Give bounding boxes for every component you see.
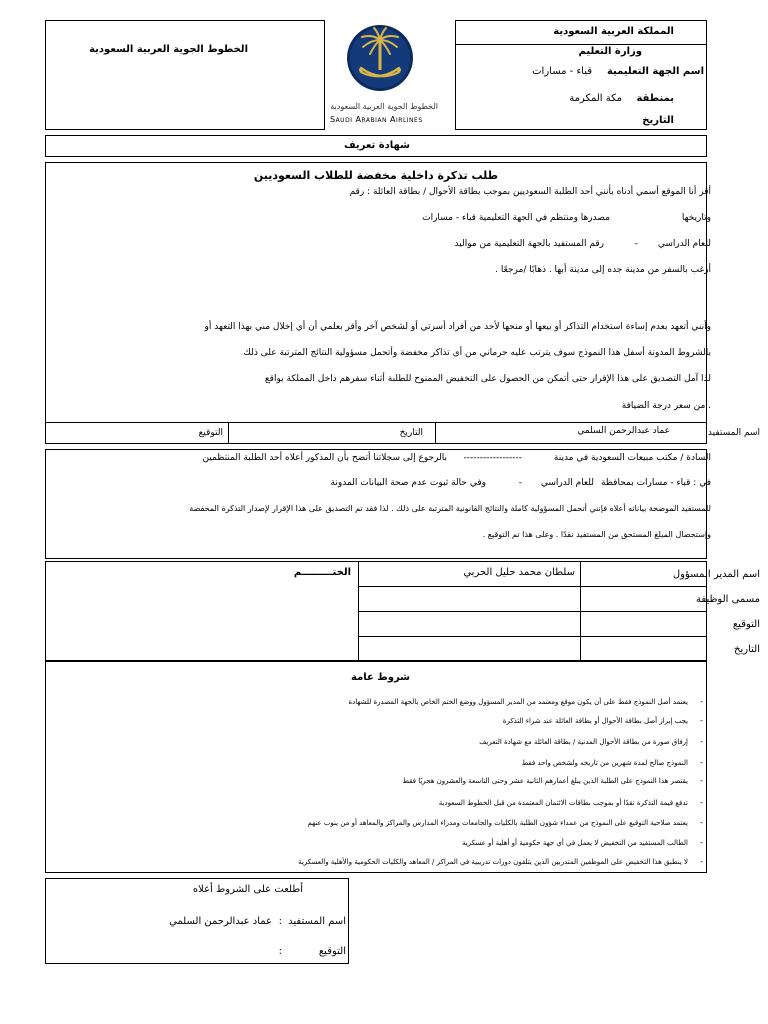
manager-label-date: التاريخ: [734, 644, 760, 655]
beneficiary-row-div-2: [228, 422, 229, 444]
beneficiary-signature-label: التوقيع: [198, 428, 223, 438]
office-line-3: للمستفيد الموضحة بياناته أعلاه فإنني أتحمل المسؤولية كاملة والنتائج القانونية المترتبة على ذلك . لذا فقد تم التصديق على هذا الإقرار لإصدار التذكرة المخفضة: [189, 504, 711, 513]
header-date-label: التاريخ: [642, 115, 674, 126]
ack-signature-label: التوقيع: [318, 946, 346, 957]
ack-name-colon: :: [278, 916, 282, 927]
request-line-2b: مصدرها ومنتظم في الجهة التعليمية قباء - مسارات: [422, 213, 610, 223]
condition-item-2: يجب إبراز أصل بطاقة الأحوال أو بطاقة العائلة عند شراء التذكرة: [502, 717, 688, 725]
condition-item-9: لا ينطبق هذا التخفيض على الموظفين المتدربين الذين يتلقون دورات تدريبية في المراكز / المعاهد والكليات الحكومية والأهلية والعسكرية: [298, 858, 688, 866]
certificate-title: شهادة تعريف: [344, 140, 410, 151]
beneficiary-row-div-1: [435, 422, 436, 444]
condition-bullet-9: -: [700, 857, 703, 866]
office-line-1c: بالرجوع إلى سجلاتنا أتضح بأن المذكور أعلاه أحد الطلبة المنتظمين: [202, 453, 447, 463]
request-line-1: أقر أنا الموقع أسمي أدناه بأنني أحد الطلبة السعوديين بموجب بطاقة الأحوال / بطاقة العائلة : رقم: [349, 187, 711, 197]
request-line-3c: رقم المستفيد بالجهة التعليمية من مواليد: [454, 239, 604, 249]
condition-bullet-5: -: [700, 776, 703, 785]
conditions-title: شروط عامة: [351, 672, 410, 683]
office-line-2c: -: [518, 478, 522, 488]
office-line-1b: ------------------: [463, 453, 522, 463]
header-entity-label: اسم الجهة التعليمية: [606, 66, 704, 77]
request-line-3b: -: [634, 239, 638, 249]
condition-item-7: يعتمد صلاحية التوقيع على النموذج من عمداء شؤون الطلبة بالكليات والجامعات ومدراء المدارس والمراكز والمعاهد أو من ينوب عنهم: [307, 819, 688, 827]
stamp-label: الختـــــــــم: [293, 567, 351, 578]
request-line-3a: للعام الدراسي: [657, 239, 711, 249]
header-kingdom: المملكة العربية السعودية: [553, 26, 674, 37]
manager-label-signature: التوقيع: [732, 619, 760, 630]
beneficiary-name-label: اسم المستفيد: [707, 428, 760, 438]
condition-bullet-2: -: [700, 716, 703, 725]
manager-row-line-3: [358, 636, 707, 637]
request-line-7: لذا آمل التصديق على هذا الإقرار حتى أتمكن من الحصول على التخفيض الممنوح للطلبة أثناء سفرهم داخل المملكة بواقع: [264, 374, 711, 384]
office-line-2d: وفي حالة ثبوت عدم صحة البيانات المدونة: [330, 478, 486, 488]
request-title: طلب تذكرة داخلية مخفضة للطلاب السعوديين: [253, 169, 498, 182]
logo-english-text: Saudi Arabian Airlines: [330, 115, 423, 124]
condition-item-4: النموذج صالح لمدة شهرين من تاريخه ولشخص واحد فقط: [521, 759, 688, 767]
header-left-title: الخطوط الجوية العربية السعودية: [89, 44, 248, 55]
header-entity-value: قباء - مسارات: [532, 66, 592, 77]
condition-bullet-8: -: [700, 838, 703, 847]
ack-name-value: عماد عبدالرحمن السلمي: [169, 916, 272, 927]
office-line-2a: في : قباء - مسارات بمحافظة: [600, 478, 711, 488]
ack-title: أطلعت على الشروط أعلاه: [192, 884, 303, 895]
office-line-2b: للعام الدراسي: [540, 478, 594, 488]
palm-swords-icon: [345, 22, 415, 94]
beneficiary-date-label: التاريخ: [399, 428, 423, 438]
condition-item-5: يقتصر هذا النموذج على الطلبة الذين يبلغ أعمارهم الثانية عشر وحتى التاسعة والعشرون هجريًا فقط: [402, 777, 688, 785]
manager-row-line-2: [358, 611, 707, 612]
saudia-logo: [345, 22, 415, 94]
request-box: [45, 162, 707, 444]
condition-item-8: الطالب المستفيد من التخفيض لا يعمل في أي جهة حكومية أو أهلية أو عسكرية: [461, 839, 688, 847]
manager-row-line-1: [358, 586, 707, 587]
request-line-2a: وتاريخها: [681, 213, 711, 223]
condition-item-3: إرفاق صورة من بطاقة الأحوال المدنية / بطاقة العائلة مع شهادة التعريف: [479, 738, 688, 746]
logo-arabic-text: الخطوط الجوية العربية السعودية: [330, 102, 438, 111]
ack-signature-colon: :: [278, 946, 282, 957]
beneficiary-name-value: عماد عبدالرحمن السلمي: [577, 426, 670, 436]
condition-bullet-7: -: [700, 818, 703, 827]
request-line-8: . من سعر درجة الضيافة: [621, 401, 711, 411]
condition-bullet-1: -: [700, 697, 703, 706]
manager-value-name: سلطان محمد حليل الحربي: [463, 567, 575, 578]
header-ministry: وزارة التعليم: [578, 46, 642, 57]
header-region-value: مكة المكرمة: [569, 93, 622, 104]
condition-bullet-3: -: [700, 737, 703, 746]
beneficiary-row-top: [45, 422, 707, 423]
office-line-1a: السادة / مكتب مبيعات السعودية في مدينة: [553, 453, 711, 463]
condition-bullet-6: -: [700, 798, 703, 807]
header-region-label: بمنطقة: [636, 93, 674, 104]
office-line-4: وإستحصال المبلغ المستحق من المستفيد نقدًا . وعلى هذا تم التوقيع .: [482, 530, 711, 539]
request-line-5: وأنني أتعهد بعدم إساءة استخدام التذاكر أو بيعها أو منحها لأحد من أفراد أسرتي أو لشخص آخر وأقر بعلمي أن أي إخلال مني بهذا التعهد أو: [204, 322, 711, 332]
condition-bullet-4: -: [700, 758, 703, 767]
header-left-box: [45, 20, 325, 130]
request-line-4: أرغب بالسفر من مدينة جده إلى مدينة أبها . ذهابًا /مرجعًا .: [495, 265, 711, 275]
condition-item-6: تدفع قيمة التذكرة نقدًا أو بموجب بطاقات الائتمان المعتمدة من قبل الخطوط السعودية: [438, 799, 688, 807]
manager-label-title: مسمى الوظيفة: [696, 594, 760, 605]
ack-name-label: اسم المستفيد: [288, 916, 346, 927]
manager-label-name: اسم المدير المسؤول: [672, 569, 760, 580]
condition-item-1: يعتمد أصل النموذج فقط على أن يكون موقع ومعتمد من المدير المسؤول ووضع الختم الخاص بالجهة المصدرة للشهادة: [348, 698, 688, 706]
request-line-6: بالشروط المدونة أسفل هذا النموذج سوف يترتب عليه حرماني من أي تذاكر مخفضة وأتحمل مسؤولية النتائج المترتبة على ذلك: [243, 348, 711, 358]
